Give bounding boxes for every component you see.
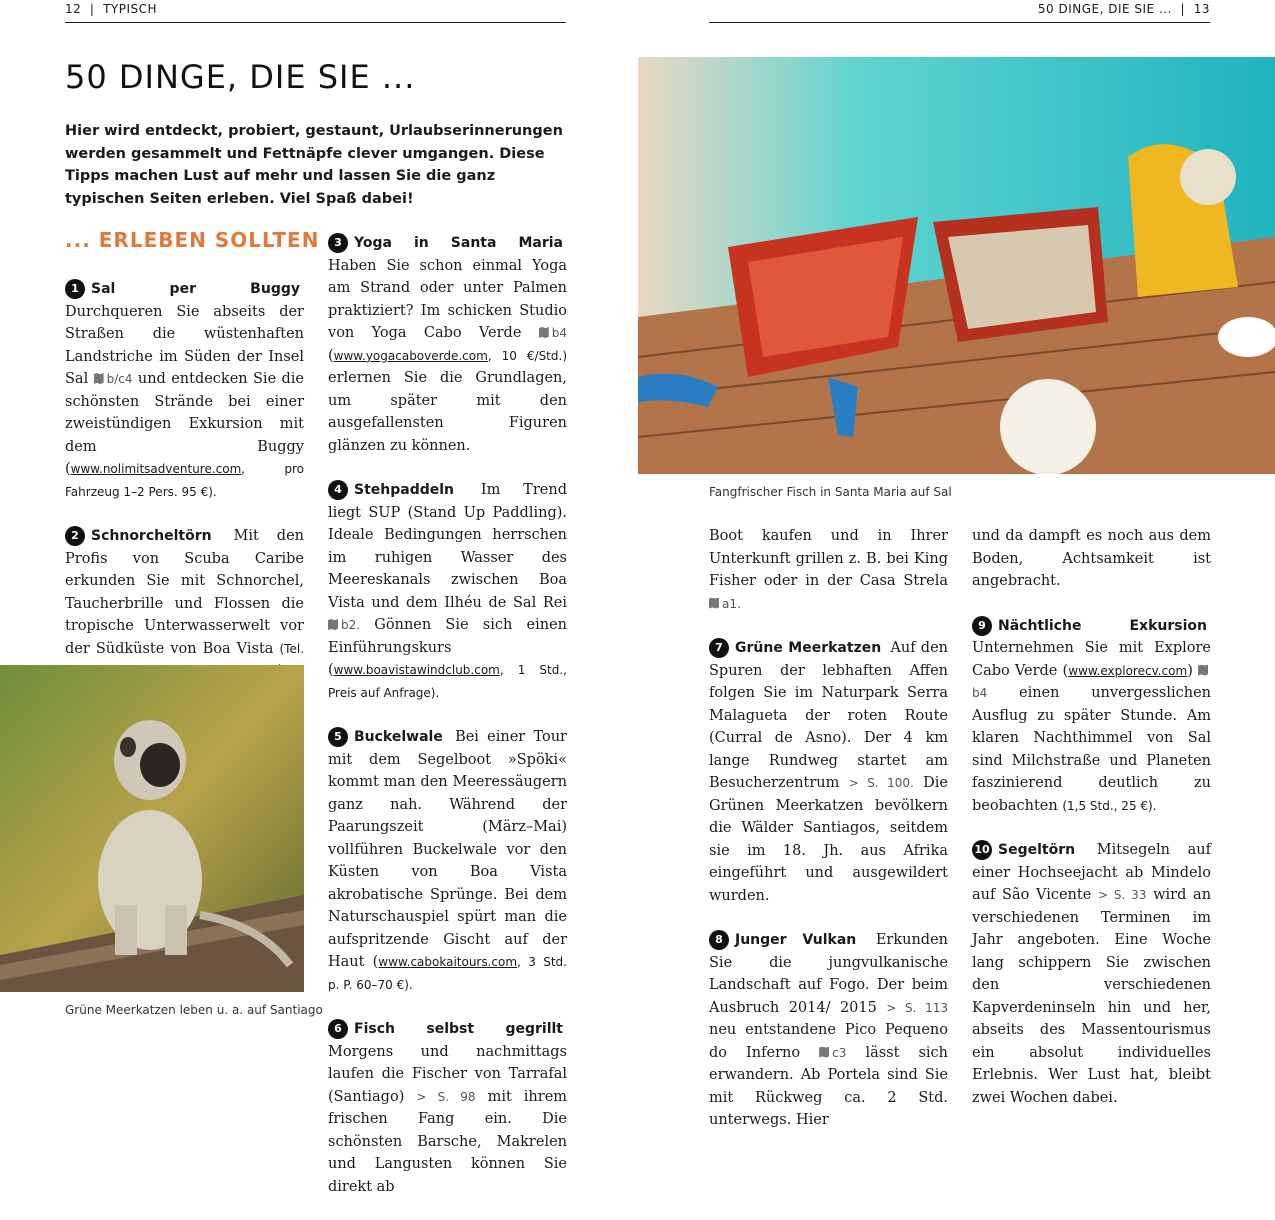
column-4 [972,525,1211,1131]
tip-item-10: 10 Segeltörn Mitsegeln auf einer Hochseejacht ab Mindelo auf São Vicente > S. 33 wird an verschiedenen Terminen im Jahr angeboten. Eine Woche lang schippern Sie zwischen den verschiedenen Kapverdeninseln hin und her, abseits des Massentourismus ein absolut individuelles Erlebnis. Wer Lust hat, bleibt zwei Wochen dabei. [972,842,1212,1106]
tip-item-2: 2 Schnorcheltörn Mit den Profis von Scuba Caribe erkunden Sie mit Schnorchel, Taucherbrille und Flossen die tropische Unterwasserwelt vor der Südküste von Boa Vista (Tel. [65,525,304,728]
link[interactable]: www.cabokaitours.com [378,955,518,969]
tip-item-4: 4 Stehpaddeln Im Trend liegt SUP (Stand Up Paddling). Ideale Bedingungen herrschen im ruhigen Wasser des Meereskanals zwischen Boa Vista und dem Ilhéu de Sal Rei b2. Gönnen Sie sich einen Einführungskurs (www.boavistawindclub.com, 1 Std., Preis auf Anfrage). [328,482,568,700]
caption-fish: Fangfrischer Fisch in Santa Maria auf Sal [709,485,952,499]
fish-photo [638,57,1275,474]
map-icon [709,598,719,609]
caption-monkey: Grüne Meerkatzen leben u. a. auf Santiago [65,1003,323,1017]
tip-item-6: 6 Fisch selbst gegrillt Morgens und nachmittags laufen die Fischer von Tarrafal (Santiago) > S. 98 mit ihrem frischen Fang ein. Die schönsten Barsche, Makrelen und Langusten können Sie direkt ab [328,1021,568,1195]
tip-item-8-continued: und da dampft es noch aus dem Boden, Achtsamkeit ist angebracht. [972,528,1211,589]
intro-text: Hier wird entdeckt, probiert, gestaunt, Urlaubserinnerungen werden gesammelt und Fettnäpfe clever umgangen. Diese Tipps machen Lust auf mehr und lassen Sie die ganz typischen Seiten erleben. Viel Spaß dabei! [65,123,563,207]
page-title: 50 DINGE, DIE SIE ... [65,58,416,96]
column-3 [709,525,948,1154]
link[interactable]: www.explorecv.com [1068,663,1188,678]
link[interactable]: www.nolimitsadventure.com [70,462,242,476]
tip-item-6-continued: Boot kaufen und in Ihrer Unterkunft grillen z. B. bei King Fisher oder in der Casa Strela a1. [709,528,948,611]
chapter-label: TYPISCH [103,2,158,16]
tip-item-9: 9 Nächtliche Exkursion Unternehmen Sie mit Explore Cabo Verde (www.explorecv.com) b4 einen unvergesslichen Ausflug zu später Stunde. Am klaren Nachthimmel von Sal sind Milchstraße und Planeten faszinierend deutlich zu beobachten (1,5 Std., 25 €). [972,617,1211,814]
running-header-right: 50 DINGE, DIE SIE ... | 13 [709,0,1210,23]
map-icon [819,1047,829,1058]
tip-item-3: 3 Yoga in Santa Maria Haben Sie schon einmal Yoga am Strand oder unter Palmen praktiziert? Im schicken Studio von Yoga Cabo Verde b4 (www.yogacaboverde.com, 10 €/Std.) erlernen Sie die Grundlagen, um später mit den ausgefallensten Figuren glänzen zu können. [328,235,567,454]
map-icon [539,327,549,338]
running-header-left: 12 | TYPISCH [65,0,566,23]
page-number-right: 13 [1193,2,1210,16]
map-icon [328,619,338,630]
tip-item-7: 7 Grüne Meerkatzen Auf den Spuren der lebhaften Affen folgen Sie im Naturpark Serra Malagueta der roten Route (Curral de Asno). Der 4 km lange Rundweg startet am Besucherzentrum > S. 100. Die Grünen Meerkatzen bevölkern die Wälder Santiagos, seitdem sie im 18. Jh. aus Afrika eingeführt und ausgewildert wurden. [709,640,949,904]
link[interactable]: www.yogacaboverde.com [333,348,488,363]
tip-item-1: 1 Sal per Buggy Durchqueren Sie abseits der Straßen die wüstenhaften Landstriche im Süden der Insel Sal b/c4 und entdecken Sie die schönsten Strände bei einer zweistündigen Exkursion mit dem Buggy (www.nolimitsadventure.com, pro Fahrzeug 1–2 Pers. 95 €). [65,281,305,499]
running-title: 50 DINGE, DIE SIE ... [1037,2,1172,16]
page-number-left: 12 [65,2,82,16]
map-icon [94,373,104,384]
link[interactable]: www.boavistawindclub.com [333,663,500,677]
column-2 [328,232,567,1220]
monkey-photo [0,665,304,992]
tip-item-8: 8 Junger Vulkan Erkunden Sie die jungvulkanische Landschaft auf Fogo. Der beim Ausbruch 2014/ 2015 > S. 113 neu entstandene Pico Pequeno do Inferno c3 lässt sich erwandern. Ab Portela sind Sie mit Rückweg ca. 2 Std. unterwegs. Hier [709,932,949,1128]
section-heading: ... ERLEBEN SOLLTEN [65,228,320,252]
map-icon [1198,665,1208,676]
tip-item-5: 5 Buckelwale Bei einer Tour mit dem Segelboot »Spöki« kommt man den Meeressäugern ganz nah. Während der Paarungszeit (März–Mai) vollführen Buckelwale vor den Küsten von Boa Vista akrobatische Sprünge. Bei dem Naturschauspiel spürt man die aufspritzende Gischt auf der Haut (www.cabokaitours.com, 3 Std. p. P. 60–70 €). [328,729,567,992]
